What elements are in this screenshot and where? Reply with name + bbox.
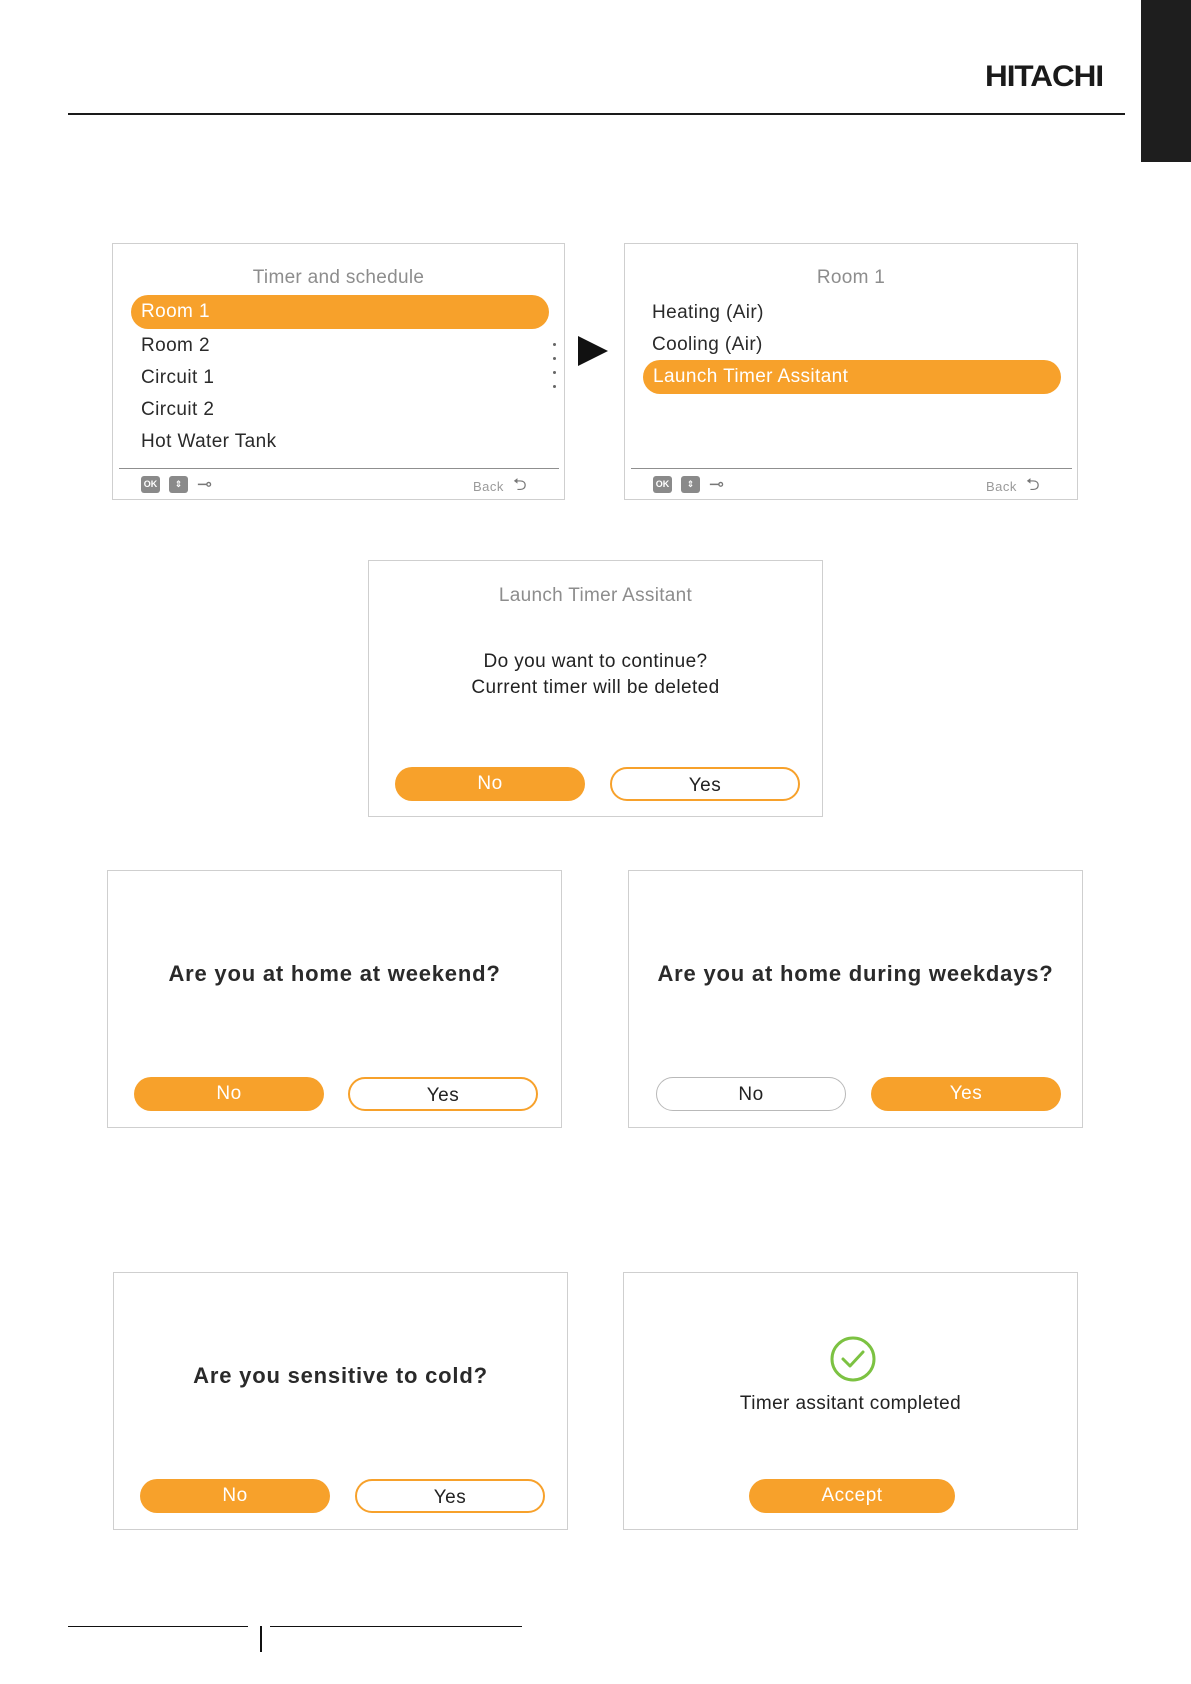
ok-icon: OK [653, 476, 672, 493]
back-label[interactable]: Back [473, 479, 504, 494]
timer-schedule-screen [112, 243, 565, 500]
question-text: Are you at home during weekdays? [657, 961, 1054, 986]
footer-divider [119, 468, 559, 469]
menu-item-launch-timer-assistant[interactable]: Launch Timer Assitant [643, 360, 1061, 394]
back-icon[interactable]: ⮌ [1026, 475, 1040, 494]
footer-rule-left [68, 1626, 248, 1627]
updown-icon: ⇕ [169, 476, 188, 493]
yes-button[interactable]: Yes [610, 767, 800, 801]
arrow-right-icon [578, 336, 608, 366]
no-button[interactable]: No [134, 1077, 324, 1111]
footer-divider [631, 468, 1072, 469]
weekdays-question-screen [628, 870, 1083, 1128]
no-button[interactable]: No [140, 1479, 330, 1513]
no-button[interactable]: No [656, 1077, 846, 1111]
scroll-indicator[interactable] [553, 343, 557, 399]
launch-confirm-screen [368, 560, 823, 817]
screen-title: Room 1 [816, 267, 886, 288]
weekend-question-screen [107, 870, 562, 1128]
menu-item-circuit-1[interactable]: Circuit 1 [141, 367, 215, 388]
check-circle-icon [829, 1335, 877, 1383]
yes-button[interactable]: Yes [348, 1077, 538, 1111]
room-screen [624, 243, 1078, 500]
back-icon[interactable]: ⮌ [513, 475, 527, 494]
menu-item-room-2[interactable]: Room 2 [141, 335, 210, 356]
yes-button[interactable]: Yes [355, 1479, 545, 1513]
menu-item-hot-water-tank[interactable]: Hot Water Tank [141, 431, 277, 452]
menu-item-circuit-2[interactable]: Circuit 2 [141, 399, 215, 420]
menu-item-heating[interactable]: Heating (Air) [652, 302, 764, 323]
wrench-icon: ⊸ [197, 474, 213, 494]
screen-title: Launch Timer Assitant [498, 585, 693, 606]
updown-icon: ⇕ [681, 476, 700, 493]
header-rule [68, 113, 1125, 115]
question-text: Are you sensitive to cold? [193, 1363, 488, 1388]
back-label[interactable]: Back [986, 479, 1017, 494]
confirm-question: Do you want to continue? [483, 651, 708, 672]
accept-button[interactable]: Accept [749, 1479, 955, 1513]
screen-title: Timer and schedule [252, 267, 425, 288]
menu-item-cooling[interactable]: Cooling (Air) [652, 334, 763, 355]
assistant-completed-screen [623, 1272, 1078, 1530]
yes-button[interactable]: Yes [871, 1077, 1061, 1111]
side-tab [1141, 0, 1191, 162]
brand-logo: HITACHI [985, 60, 1104, 93]
completed-message: Timer assitant completed [739, 1393, 962, 1414]
ok-icon: OK [141, 476, 160, 493]
wrench-icon: ⊸ [709, 474, 725, 494]
menu-item-room-1[interactable]: Room 1 [131, 295, 549, 329]
confirm-warning: Current timer will be deleted [471, 677, 720, 698]
cold-question-screen [113, 1272, 568, 1530]
question-text: Are you at home at weekend? [168, 961, 501, 986]
footer-rule-divider [260, 1626, 262, 1652]
no-button[interactable]: No [395, 767, 585, 801]
footer-rule-right [270, 1626, 522, 1627]
